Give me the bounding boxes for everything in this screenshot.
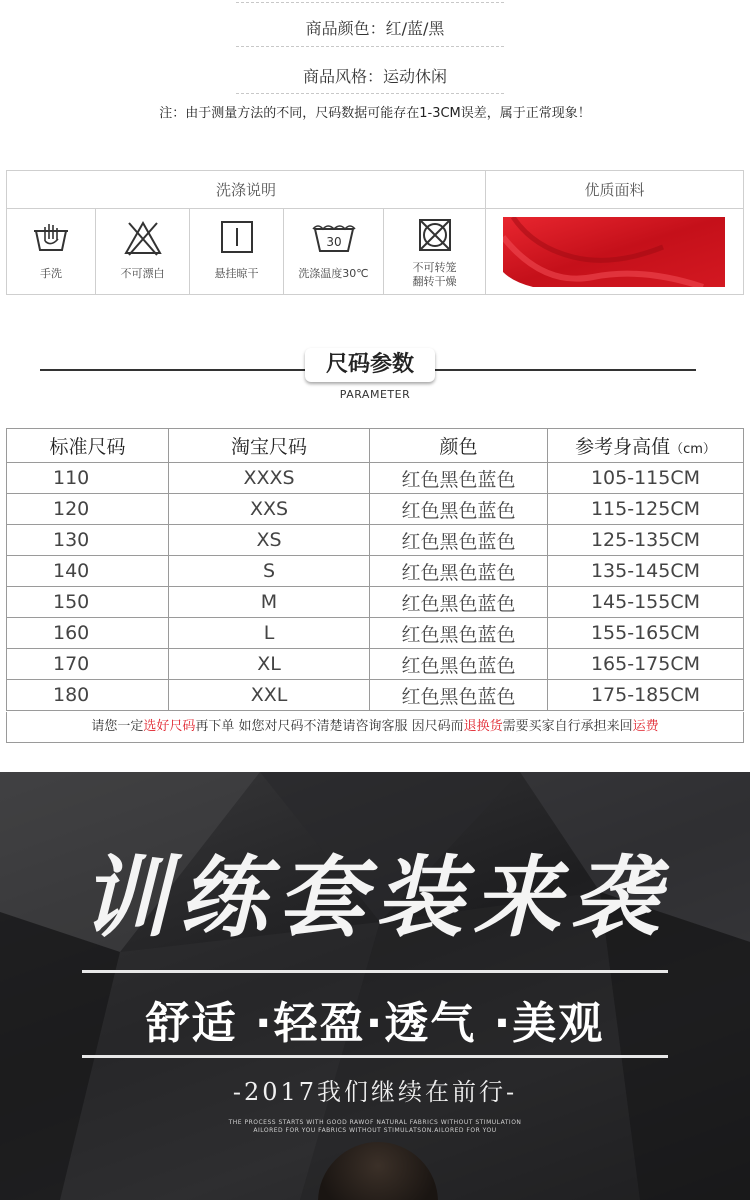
table-row [7, 556, 744, 587]
standard-size: 130 [7, 525, 169, 556]
parameter-subtitle: PARAMETER [339, 388, 411, 401]
color-options: 红色黑色蓝色 [370, 525, 548, 556]
standard-size: 110 [7, 463, 169, 494]
height-range: 155-165CM [548, 618, 744, 649]
note-highlight-return: 退换货 [463, 719, 503, 734]
care-item-wash-30 [284, 209, 384, 295]
top-divider [236, 2, 504, 3]
taobao-size: XXXS [169, 463, 370, 494]
banner-rule-top [82, 970, 668, 973]
table-row [7, 463, 744, 494]
header-height-unit: （cm） [670, 442, 716, 457]
taobao-size: XL [169, 649, 370, 680]
table-row [7, 494, 744, 525]
note-highlight-choose-size: 选好尺码 [143, 719, 196, 734]
table-row [7, 587, 744, 618]
height-range: 105-115CM [548, 463, 744, 494]
standard-size: 160 [7, 618, 169, 649]
color-options: 红色黑色蓝色 [370, 463, 548, 494]
product-style: 商品风格：运动休闲 [302, 67, 447, 86]
taobao-size: XS [169, 525, 370, 556]
banner-english-line: AILORED FOR YOU FABRICS WITHOUT STIMULATSON.AILORED FOR YOU [253, 1127, 497, 1134]
promo-banner [0, 772, 750, 1200]
care-label: 手洗 [40, 267, 62, 280]
no-bleach-icon [123, 219, 163, 257]
note-highlight-shipping: 运费 [632, 719, 659, 734]
care-label: 不可漂白 [120, 267, 165, 280]
care-item-hang-dry [190, 209, 284, 295]
banner-english-line: THE PROCESS STARTS WITH GOOD RAWOF NATURAL FABRICS WITHOUT STIMULATION [228, 1119, 522, 1126]
color-options: 红色黑色蓝色 [370, 556, 548, 587]
param-line-left [40, 369, 310, 371]
color-options: 红色黑色蓝色 [370, 494, 548, 525]
param-line-right [430, 369, 696, 371]
care-table [6, 170, 744, 295]
care-header: 洗涤说明 [7, 171, 486, 209]
note-text: 请您一定 [91, 719, 144, 734]
color-options: 红色黑色蓝色 [370, 618, 548, 649]
standard-size: 140 [7, 556, 169, 587]
header-height-label: 参考身高值 [575, 436, 671, 458]
table-row [7, 618, 744, 649]
standard-size: 120 [7, 494, 169, 525]
standard-size: 180 [7, 680, 169, 711]
header-taobao-size: 淘宝尺码 [169, 429, 370, 463]
size-table-note [6, 712, 744, 743]
table-row [7, 649, 744, 680]
standard-size: 170 [7, 649, 169, 680]
no-tumble-dry-icon [416, 217, 454, 253]
measurement-note: 注：由于测量方法的不同，尺码数据可能存在1-3CM误差，属于正常现象！ [159, 106, 591, 121]
color-options: 红色黑色蓝色 [370, 587, 548, 618]
banner-features: 舒适 ·轻盈·透气 ·美观 [145, 998, 605, 1049]
color-options: 红色黑色蓝色 [370, 680, 548, 711]
care-item-no-bleach [96, 209, 190, 295]
height-range: 175-185CM [548, 680, 744, 711]
svg-text:30: 30 [325, 235, 342, 249]
height-range: 125-135CM [548, 525, 744, 556]
height-range: 165-175CM [548, 649, 744, 680]
note-text: 再下单 如您对尺码不清楚请咨询客服 因尺码而 [195, 719, 464, 734]
color-options: 红色黑色蓝色 [370, 649, 548, 680]
taobao-size: XXL [169, 680, 370, 711]
taobao-size: L [169, 618, 370, 649]
fabric-swatch [503, 217, 725, 287]
banner-rule-bottom [82, 1055, 668, 1058]
wash-30-icon [311, 219, 357, 255]
height-range: 145-155CM [548, 587, 744, 618]
size-table-header [7, 429, 744, 463]
height-range: 115-125CM [548, 494, 744, 525]
taobao-size: M [169, 587, 370, 618]
info-divider [236, 46, 504, 47]
size-table [6, 428, 744, 711]
header-standard-size: 标准尺码 [7, 429, 169, 463]
product-color: 商品颜色：红/蓝/黑 [305, 19, 445, 38]
taobao-size: S [169, 556, 370, 587]
fabric-header: 优质面料 [486, 171, 743, 209]
care-label: 洗涤温度30℃ [298, 267, 369, 280]
note-text: 需要买家自行承担来回 [502, 719, 633, 734]
care-item-hand-wash [7, 209, 96, 295]
hand-wash-icon [33, 219, 69, 255]
standard-size: 150 [7, 587, 169, 618]
parameter-title: 尺码参数 [305, 348, 435, 382]
info-divider [236, 93, 504, 94]
care-label: 不可转笼 翻转干燥 [412, 261, 457, 288]
height-range: 135-145CM [548, 556, 744, 587]
table-row [7, 525, 744, 556]
hang-dry-icon [219, 219, 255, 255]
taobao-size: XXS [169, 494, 370, 525]
table-row [7, 680, 744, 711]
banner-title: 训练套装来袭 [80, 845, 669, 949]
header-height [548, 429, 744, 463]
care-item-no-tumble-dry [384, 209, 486, 295]
banner-year-slogan: -2017我们继续在前行- [232, 1078, 518, 1106]
care-label: 悬挂晾干 [214, 267, 259, 280]
header-color: 颜色 [370, 429, 548, 463]
